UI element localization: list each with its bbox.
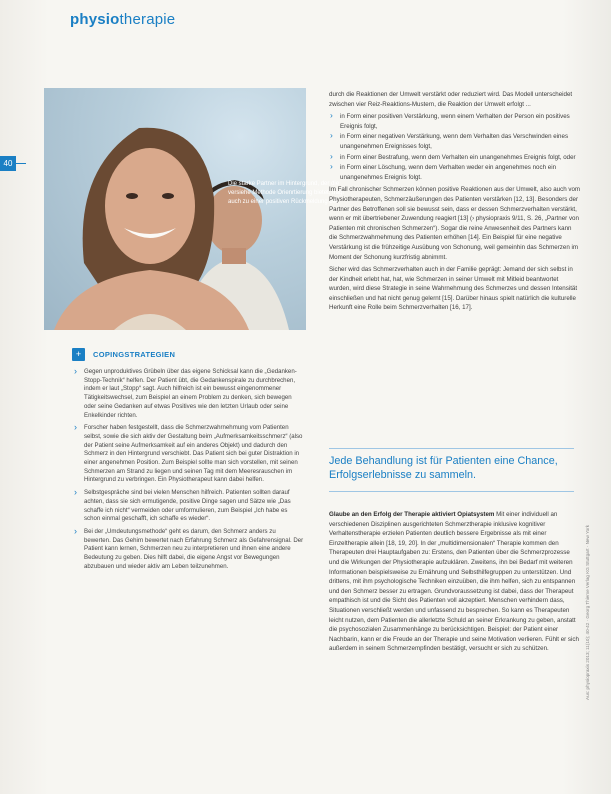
coping-item: › Gegen unproduktives Grübeln über das eigene Schicksal kann die „Gedanken-Stopp-Technik“ helfen. Der Patient übt, die Gedankenspirale zu durchbrechen, indem er laut „Stopp“ sagt. Auch hilfreich ist ein bewusst eingenommener Tätigkeitswechsel, zum Beispiel an einem Problem zu denken, sich bewegen oder seine Gedanken auf etwas Positives wie den letzten Urlaub oder seine Enkelkinder richten. [72, 368, 304, 420]
right-column-text [329, 90, 581, 316]
coping-item: › Forscher haben festgestellt, dass die Schmerzwahrnehmung vom Patienten selbst, sowie die sich aktiv der Gestaltung beim „Aufmerksamkeitsschmerz“ (also der Patient seine Aufmerksamkeit auf ein anderes Objekt) und dadurch den Schmerz in den Hintergrund verschiebt. Das Patient sich bei guter Distraktion in einer angenehmen Position. Zum Beispiel sollte man sich vorstellen, mit seinen Schmerzen am Strand zu liegen und seinen Tag mit dem Meeresrauschen im Hintergrund zu verbringen. Ein Physiotherapeut kann dabei helfen. [72, 424, 304, 485]
coping-list [72, 368, 304, 571]
section-two-text [329, 510, 581, 654]
photo-caption: Die starke Partner im Hintergrund, der die versiehe Methode Orienrtierung bietet, trägt auch zu einer positiven Rückmeldung bei. [228, 181, 345, 205]
coping-item: › Bei der „Umdeutungsmethode“ geht es darum, den Schmerz anders zu bewerten. Das Gehirn bewertet nach Erfahrung Schmerz als Gefahrensignal. Der Patient kann lernen, Schmerzen neu zu interpretieren und ihnen eine andere Bedeutung zu geben. Dies hilft dabei, die eigene Angst vor Bewegungen abzubauen und wieder aktiv am Leben teilzunehmen. [72, 528, 304, 572]
intro-paragraph: durch die Reaktionen der Umwelt verstärkt oder reduziert wird. Das Modell unterscheidet zwischen vier Reiz-Reaktions-Mustern, die Reaktion der Umwelt erfolgt ... [329, 91, 573, 108]
brand-part-physio: physio [70, 11, 120, 28]
woman-eye-left [126, 193, 138, 199]
woman-eye-right [162, 193, 174, 199]
man-neck [222, 248, 246, 264]
section-lead: Glaube an den Erfolg der Therapie aktiviert Opiatsystem [329, 511, 495, 518]
reinforcement-list [329, 112, 581, 182]
reinforcement-item: › in Form einer negativen Verstärkung, wenn dem Verhalten das Verschwinden eines unangenehmen Ereignisses folgt, [329, 132, 581, 151]
woman-face [105, 148, 195, 264]
reinforcement-item: › in Form einer positiven Verstärkung, wenn einem Verhalten der Person ein positives Ereignis folgt, [329, 112, 581, 131]
coping-item: › Selbstgespräche sind bei vielen Menschen hilfreich. Patienten sollten darauf achten, dass sie sich ermutigende, positive Dinge sagen und Sätze wie „Das schaffe ich nicht“ vermeiden oder umformulieren, zum Beispiel „Ich habe es schon einmal geschafft, ich schaffe es wieder“. [72, 489, 304, 524]
pull-quote-rule-bottom [329, 491, 574, 492]
brand-logo [70, 11, 175, 28]
couple-illustration [44, 88, 306, 330]
page-number: 40 [0, 156, 16, 171]
pull-quote: Jede Behandlung ist für Patienten eine Chance, Erfolgserlebnisse zu sammeln. [329, 455, 558, 482]
reinforcement-item: › in Form einer Bestrafung, wenn dem Verhalten ein unangenehmes Ereignis folgt, oder [329, 153, 581, 163]
coping-header [72, 346, 304, 362]
section-body: Mit einer individuell an verschiedenen Disziplinen ausgerichteten Schmerztherapie inklusive kognitiver Verhaltenstherapie erzielen Patienten deutlich bessere Ergebnisse als mit einer Einzeltherapie allein [18, 19, 20]. In der „multidimensionalen“ Therapie kommen den Therapeuten drei Hauptaufgaben zu: Erstens, den Patienten über die Schmerzprozesse und die Wirkungen der Physiotherapie aufzuklären. Zweitens, ihn bei Bedarf mit weiteren Informationen beispielsweise zu Ernährung und Selbsthilfegruppen zu unterstützen. Und drittens, mit ihm psychologische Techniken einzuüben, die ihm helfen, sich zu entspannen und den Schmerz besser zu ertragen. Grundvoraussetzung ist dabei, dass der Therapeut empathisch ist und die Sicht des Patienten voll akzeptiert. Menschen verhindern dass, Situationen verschließt werden und unfassend zu besprechen. So kann es Therapeuten leicht nutzen, dem Patienten die allerletzte Schuld an seiner Erkrankung zu geben, anstatt die psychosozialen Zusammenhänge zu berücksichtigen. Beispiel: der Patient einer Nachbarin, kann er die Freude an der Therapie und seine Motivation verlieren. Fühlt er sich außerdem in seinem Schmerzempfinden bestätigt, versucht er sich zu schützen. [329, 511, 579, 653]
reinforcement-item: › in Form einer Löschung, wenn dem Verhalten weder ein angenehmes noch ein unangenehmes Ereignis folgt. [329, 163, 581, 182]
plus-icon: + [72, 348, 85, 361]
side-vertical-text: Aus: physiopraxis 2013; 11(10); 40-42 · Georg Thieme Verlag KG Stuttgart · New York [585, 525, 590, 700]
body-paragraph: Sicher wird das Schmerzverhalten auch in der Familie geprägt: Jemand der sich selbst in der Kindheit erlebt hat, hat, wie Schmerzen in seiner Umwelt mit Mitleid beantwortet wurden, wird diese Strategie in seine Wahrnehmung des Schmerzes und dessen Intensität einschließen und hat nicht genug gelernt [15]. Darüber hinaus spielt natürlich die kulturelle Herkunft eine Rolle beim Schmerzverhalten [16, 17]. [329, 266, 578, 312]
brand-part-therapie: therapie [119, 11, 176, 28]
body-paragraph: Im Fall chronischer Schmerzen können positive Reaktionen aus der Umwelt, also auch vom Physiotherapeuten, Schmerzäußerungen des Patienten verstärken [12, 13]. Besonders der Partner des Betroffenen soll sie bewusst sein, dass er dessen Schmerzverhalten verstärkt, wenn er mit übertriebener Zuwendung reagiert [13] (› physiopraxis 9/11, S. 26, „Partner von Patienten mit chronischen Schmerzen“). Sogar die reine Anwesenheit des Partners kann die Schmerzwahrnehmung des Patienten erhöhen [14]. Ein Beispiel für eine negative Verstärkung ist die frühzeitige Ausübung von Schonung, weil gemeinhin das Schmerzen im Moment der Schonung kurzfristig abnimmt. [329, 186, 581, 261]
pull-quote-rule-top [329, 448, 574, 449]
coping-title: COPINGSTRATEGIEN [93, 349, 176, 359]
couple-photo [44, 88, 345, 330]
coping-strategies-box [72, 346, 304, 575]
page-number-rule [16, 163, 26, 164]
